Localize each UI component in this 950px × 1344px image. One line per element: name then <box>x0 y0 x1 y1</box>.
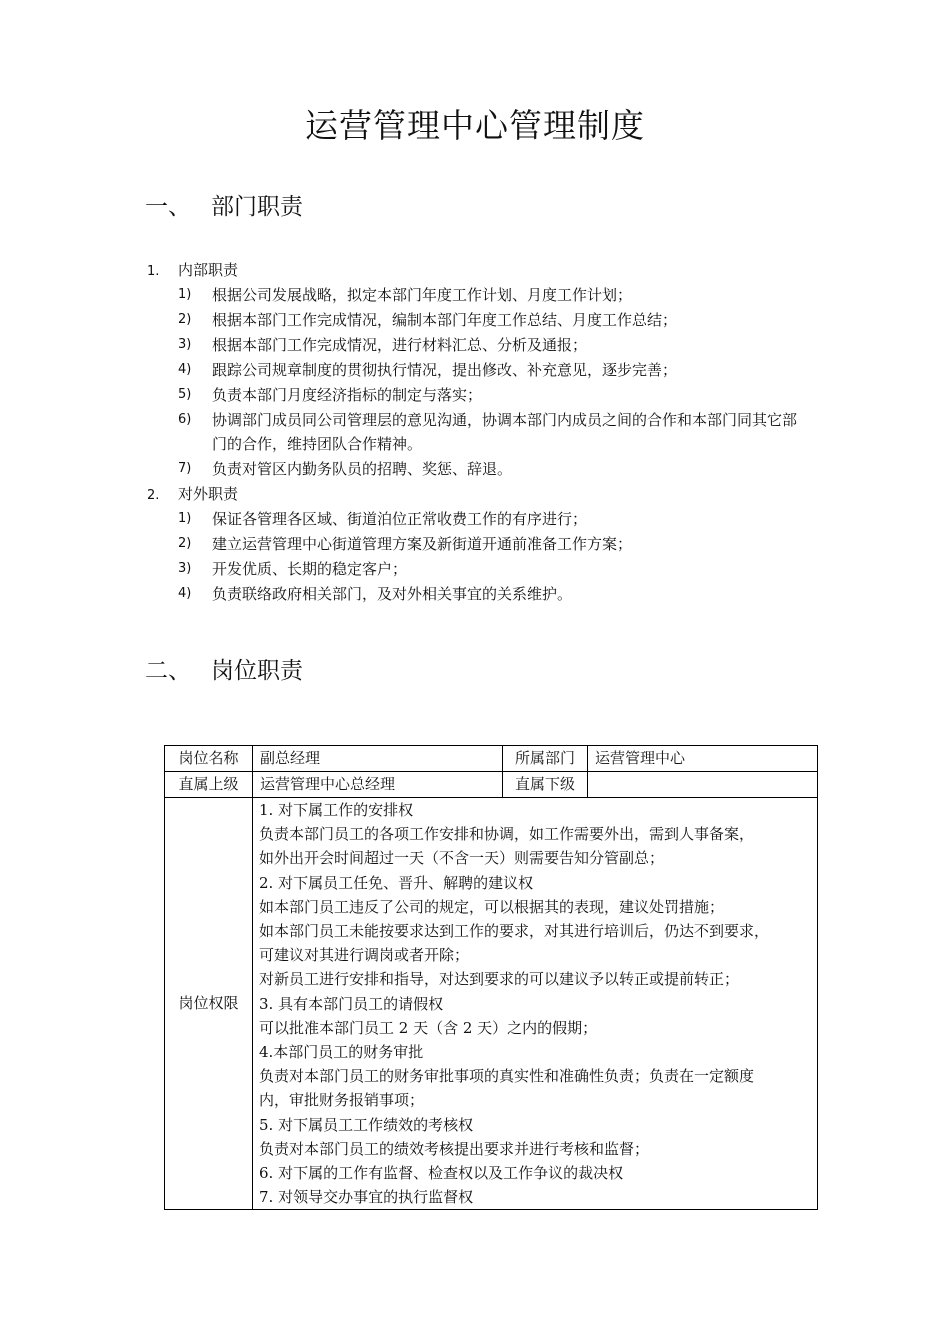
section-heading-1 <box>145 188 303 221</box>
list-item: 4) 负责联络政府相关部门，及对外相关事宜的关系维护。 <box>178 585 573 603</box>
table-cell-value: 运营管理中心 <box>588 746 818 772</box>
document-title: 运营管理中心管理制度 <box>305 106 645 145</box>
list-number: 1. <box>147 264 160 279</box>
list-group-heading <box>147 482 238 508</box>
list-item: 7) 负责对管区内勤务队员的招聘、奖惩、辞退。 <box>178 460 513 478</box>
authority-line: 可建议对其进行调岗或者开除； <box>259 946 470 965</box>
table-cell-value: 运营管理中心总经理 <box>253 772 503 798</box>
section-number: 一、 <box>145 194 191 220</box>
section-heading-2 <box>145 652 303 685</box>
section-label: 岗位职责 <box>211 658 303 684</box>
table-cell-label: 岗位名称 <box>165 746 253 772</box>
authority-line: 负责本部门员工的各项工作安排和协调，如工作需要外出，需到人事备案， <box>259 825 755 844</box>
authority-line: 4.本部门员工的财务审批 <box>259 1043 424 1062</box>
list-label: 内部职责 <box>178 261 239 279</box>
list-item: 2) 根据本部门工作完成情况，编制本部门年度工作总结、月度工作总结； <box>178 311 678 329</box>
authority-line: 如外出开会时间超过一天（不含一天）则需要告知分管副总； <box>259 849 665 868</box>
table-cell-label: 岗位权限 <box>165 798 253 1210</box>
authority-line: 对新员工进行安排和指导，对达到要求的可以建议予以转正或提前转正； <box>259 970 740 989</box>
authority-line: 1. 对下属工作的安排权 <box>259 801 414 819</box>
list-label: 对外职责 <box>178 485 239 503</box>
authority-line: 5. 对下属员工工作绩效的考核权 <box>259 1115 474 1134</box>
table-cell-value <box>588 772 818 798</box>
position-duty-table <box>164 745 818 1210</box>
authority-line: 可以批准本部门员工 2 天（含 2 天）之内的假期； <box>259 1018 598 1037</box>
list-item: 2) 建立运营管理中心街道管理方案及新街道开通前准备工作方案； <box>178 535 633 553</box>
list-number: 2. <box>147 488 160 503</box>
list-item: 5) 负责本部门月度经济指标的制定与落实； <box>178 386 483 404</box>
table-cell-value: 副总经理 <box>253 746 503 772</box>
list-item: 6) 协调部门成员同公司管理层的意见沟通，协调本部门内成员之间的合作和本部门同其它部门的合作，维持团队合作精神。 <box>178 411 798 453</box>
list-item: 3) 开发优质、长期的稳定客户； <box>178 560 408 578</box>
authority-line: 7. 对领导交办事宜的执行监督权 <box>259 1188 474 1207</box>
section-number: 二、 <box>145 658 191 684</box>
section-label: 部门职责 <box>211 194 303 220</box>
list-item: 4) 跟踪公司规章制度的贯彻执行情况，提出修改、补充意见，逐步完善； <box>178 361 678 379</box>
authority-line: 2. 对下属员工任免、晋升、解聘的建议权 <box>259 873 534 892</box>
authority-line: 如本部门员工违反了公司的规定，可以根据其的表现，建议处罚措施； <box>259 897 725 916</box>
list-item: 3) 根据本部门工作完成情况，进行材料汇总、分析及通报； <box>178 336 588 354</box>
authority-line: 3. 具有本部门员工的请假权 <box>259 994 444 1013</box>
table-cell-label: 所属部门 <box>503 746 588 772</box>
table-cell-label: 直属上级 <box>165 772 253 798</box>
list-group-heading <box>147 258 238 284</box>
table-row <box>165 746 818 772</box>
authority-line: 负责对本部门员工的财务审批事项的真实性和准确性负责；负责在一定额度 <box>259 1067 755 1086</box>
table-cell-label: 直属下级 <box>503 772 588 798</box>
authority-line: 6. 对下属的工作有监督、检查权以及工作争议的裁决权 <box>259 1164 624 1183</box>
list-item: 1) 保证各管理各区域、街道泊位正常收费工作的有序进行； <box>178 510 588 528</box>
authority-cell <box>253 798 818 1210</box>
table-row <box>165 798 818 1210</box>
table-row <box>165 772 818 798</box>
authority-line: 负责对本部门员工的绩效考核提出要求并进行考核和监督； <box>259 1139 650 1158</box>
authority-line: 内，审批财务报销事项； <box>259 1091 425 1110</box>
authority-line: 如本部门员工未能按要求达到工作的要求，对其进行培训后，仍达不到要求， <box>259 922 770 941</box>
list-item: 1) 根据公司发展战略，拟定本部门年度工作计划、月度工作计划； <box>178 286 633 304</box>
